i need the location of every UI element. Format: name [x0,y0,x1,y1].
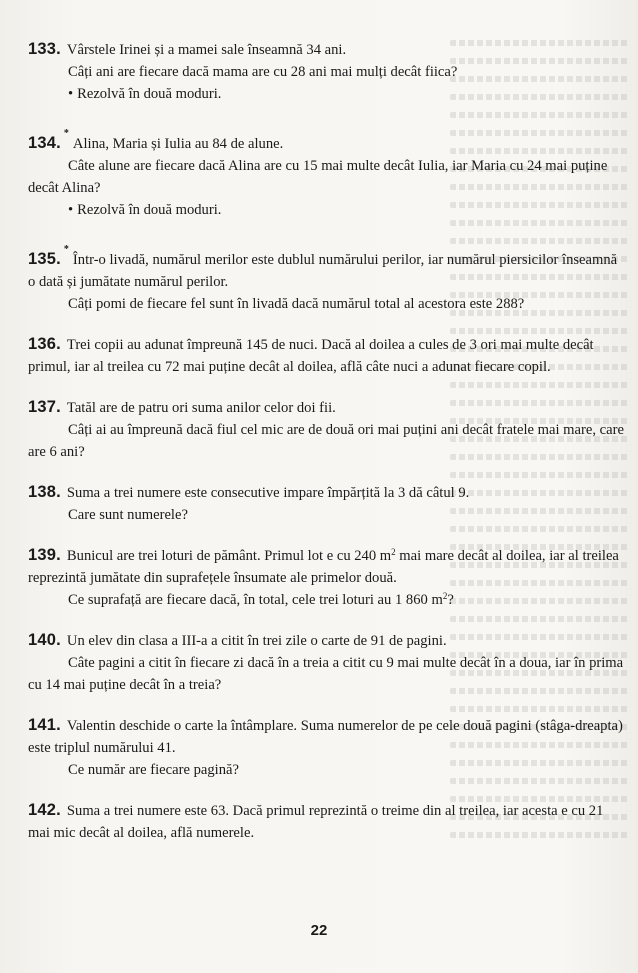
question-line [28,419,624,463]
problem-text: Câți ani are fiecare dacă mama are cu 28 ani mai mulți decât fiica? [68,64,458,80]
problem-statement: Suma a trei numere este 63. Dacă primul reprezintă o treime din al treilea, iar acesta e cu 21 mai mic decât al doilea, află numerele. [28,803,604,841]
question-line [28,589,624,611]
problem-text: Rezolvă în două moduri. [77,202,222,218]
problem-statement: Vârstele Irinei și a mamei sale înseamnă 34 ani. [66,42,347,58]
problem-list [28,38,624,844]
question-line [28,759,624,781]
superscript: 2 [442,591,448,601]
problem-statement: Tatăl are de patru ori suma anilor celor doi fii. [66,400,336,416]
problem-137 [28,396,624,463]
problem-text: mai mare decât al doilea, iar al treilea reprezintă jumătate din suprafețele însumate ale primelor două. [28,548,619,586]
problem-text: Care sunt numerele? [68,507,188,523]
problem-text: Rezolvă în două moduri. [77,86,222,102]
problem-140 [28,629,624,696]
problem-number: 138. [28,483,61,501]
question-line [28,293,624,315]
problem-number: 141. [28,716,61,734]
problem-text: Bunicul are trei loturi de pământ. Primul lot e cu 240 m [66,548,392,564]
problem-139 [28,544,624,611]
superscript: 2 [391,547,396,557]
problem-142 [28,799,624,844]
question-line [28,652,624,696]
problem-text: ? [447,592,454,608]
problem-141 [28,714,624,781]
problem-number: 135. [28,250,61,268]
problem-134 [28,123,624,221]
problem-number: 137. [28,398,61,416]
problem-number: 136. [28,335,61,353]
page-number: 22 [310,922,328,939]
problem-statement: Într-o livadă, numărul merilor este dublul numărului perilor, iar numărul piersicilor înseamnă o dată și jumătate numărul perilor. [28,252,618,290]
problem-text: Câți pomi de fiecare fel sunt în livadă dacă numărul total al acestora este 288? [68,296,525,312]
problem-136 [28,333,624,378]
problem-number: 133. [28,40,61,58]
problem-138 [28,481,624,526]
problem-statement: Suma a trei numere este consecutive impare împărțită la 3 dă câtul 9. [66,485,470,501]
problem-number: 140. [28,631,61,649]
problem-number: 139. [28,546,61,564]
problem-number: 134. [28,134,61,152]
question-line [28,155,624,199]
hint-line [28,83,624,105]
problem-text: Ce suprafață are fiecare dacă, în total, cele trei loturi au 1 860 m [68,592,443,608]
problem-statement: Valentin deschide o carte la întâmplare. Suma numerelor de pe cele două pagini (stâga-dreapta) este triplul numărului 41. [28,718,623,756]
bullet-icon: • [68,202,74,218]
difficulty-star: * [63,244,69,255]
problem-text: Câte alune are fiecare dacă Alina are cu 15 mai multe decât Iulia, iar Maria cu 24 mai puține decât Alina? [28,158,608,196]
problem-text: Câți ai au împreună dacă fiul cel mic are de două ori mai puțini ani decât fratele mai mare, care are 6 ani? [28,422,624,460]
question-line [28,61,624,83]
problem-statement: Trei copii au adunat împreună 145 de nuci. Dacă al doilea a cules de 3 ori mai multe decât primul, iar al treilea cu 72 mai puține decât al doilea, află câte nuci a adunat fiecare copil. [28,337,594,375]
problem-text: Câte pagini a citit în fiecare zi dacă în a treia a citit cu 9 mai multe decât în a doua, iar în prima cu 14 mai puține decât în a treia? [28,655,624,693]
bullet-icon: • [68,86,74,102]
problem-text: Ce număr are fiecare pagină? [68,762,239,778]
question-line [28,504,624,526]
problem-133 [28,38,624,105]
problem-135 [28,239,624,315]
difficulty-star: * [63,128,69,139]
problem-number: 142. [28,801,61,819]
problem-statement: Alina, Maria și Iulia au 84 de alune. [72,136,284,152]
hint-line [28,199,624,221]
problem-statement: Un elev din clasa a III-a a citit în trei zile o carte de 91 de pagini. [66,633,447,649]
